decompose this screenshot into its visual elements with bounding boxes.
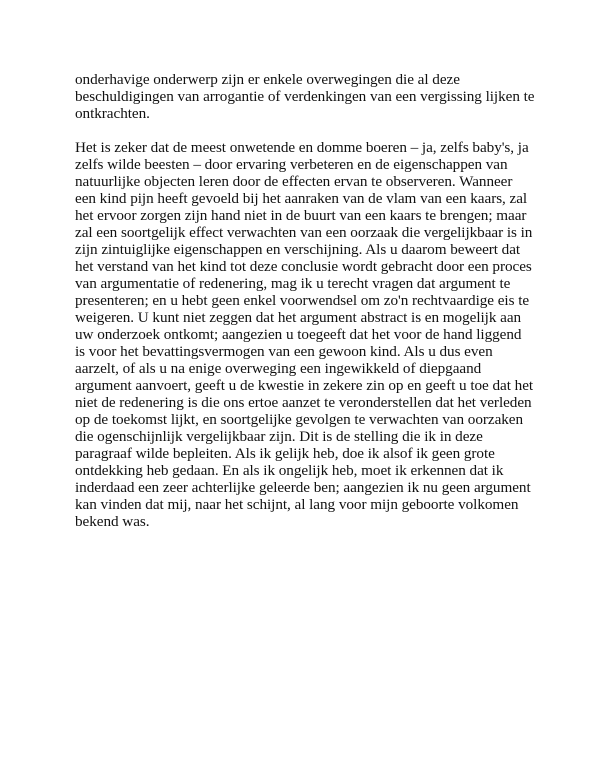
paragraph-main-argument: Het is zeker dat de meest onwetende en domme boeren – ja, zelfs baby's, ja zelfs wilde beesten – door ervaring verbeteren en de eigenschappen van natuurlijke objecten leren door de effecten ervan te observeren. Wanneer een kind pijn heeft gevoeld bij het aanraken van de vlam van een kaars, zal het ervoor zorgen zijn hand niet in de buurt van een kaars te brengen; maar zal een soortgelijk effect verwachten van een oorzaak die vergelijkbaar is in zijn zintuiglijke eigenschappen en verschijning. Als u daarom beweert dat het verstand van het kind tot deze conclusie wordt gebracht door een proces van argumentatie of redenering, mag ik u terecht vragen dat argument te presenteren; en u hebt geen enkel voorwendsel om zo'n rechtvaardige eis te weigeren. U kunt niet zeggen dat het argument abstract is en mogelijk aan uw onderzoek ontkomt; aangezien u toegeeft dat het voor de hand liggend is voor het bevattingsvermogen van een gewoon kind. Als u dus even aarzelt, of als u na enige overweging een ingewikkeld of diepgaand argument aanvoert, geeft u de kwestie in zekere zin op en geeft u toe dat het niet de redenering is die ons ertoe aanzet te veronderstellen dat het verleden op de toekomst lijkt, en soortgelijke gevolgen te verwachten van oorzaken die ogenschijnlijk vergelijkbaar zijn. Dit is de stelling die ik in deze paragraaf wilde bepleiten. Als ik gelijk heb, doe ik alsof ik geen grote ontdekking heb gedaan. En als ik ongelijk heb, moet ik erkennen dat ik inderdaad een zeer achterlijke geleerde ben; aangezien ik nu geen argument kan vinden dat mij, naar het schijnt, al lang voor mijn geboorte volkomen bekend was.	[75, 139, 534, 530]
document-body	[75, 71, 537, 530]
paragraph-intro-continuation: onderhavige onderwerp zijn er enkele overwegingen die al deze beschuldigingen van arrogantie of verdenkingen van een vergissing lijken te ontkrachten.	[75, 71, 535, 122]
